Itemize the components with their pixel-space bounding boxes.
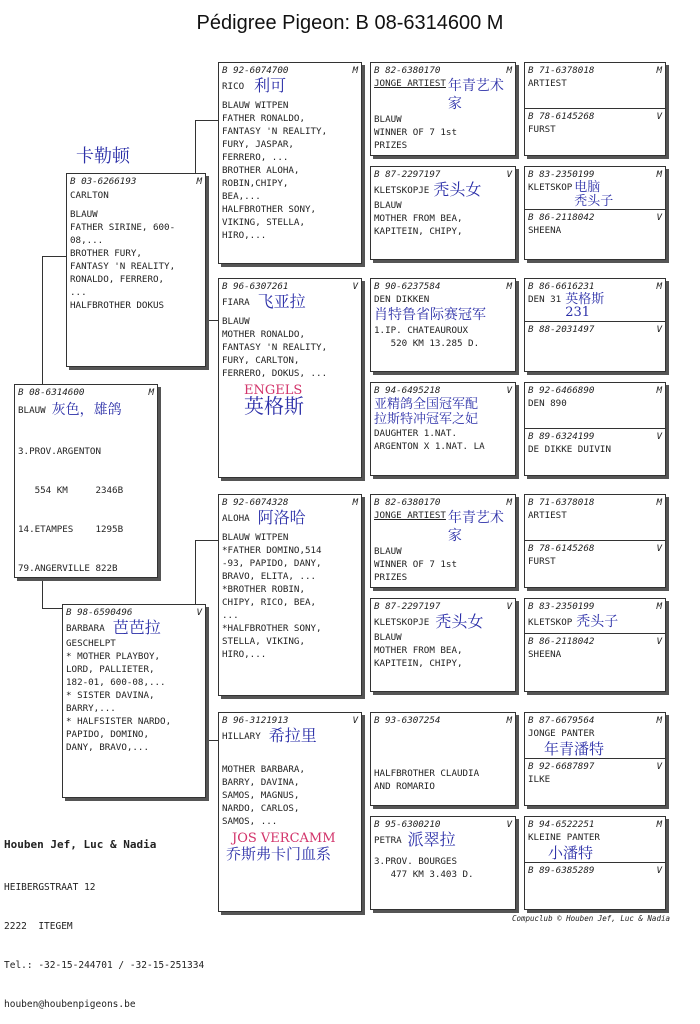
ring-code: B 98-6590496 [66,607,133,618]
grandparent-card [218,62,362,264]
pigeon-name: KLETSKOP [528,182,573,193]
sex-code: V [656,111,662,122]
pigeon-name: JONGE ARTIEST [374,510,446,521]
sex-code: M [352,65,358,76]
software-credit: Compuclub © Houben Jef, Luc & Nadia [511,914,670,923]
pigeon-name: ARTIEST [528,78,567,89]
sex-code: M [656,601,662,612]
ring-number [374,496,512,509]
pigeon-name: DE DIKKE DUIVIN [528,444,611,455]
ring-number [374,64,512,77]
handwritten-note: 电脑 秃头子 [574,180,614,209]
ring-number [528,64,662,77]
ring-code: B 96-6307261 [222,281,289,292]
pigeon-name: SHEENA [528,649,562,660]
pigeon-notes: MOTHER BARBARA, BARRY, DAVINA, SAMOS, MAGNUS, NARDO, CARLOS, SAMOS, ... [222,764,305,827]
pigeon-name: JONGE PANTER [528,728,595,739]
pigeon-name: PETRA [374,834,402,846]
pigeon-name: DEN 890 [528,398,567,409]
ring-number [70,175,202,188]
ring-code: B 78-6145268 [528,111,595,122]
pigeon-notes: BLAUW WITPEN FATHER RONALDO, FANTASY 'N REALITY, FURY, JASPAR, FERRERO, ... BROTHER ALOHA, ROBIN,CHIPY, BEA,... HALFBROTHER SONY, VIKING, STELLA, HIRO,... [222,100,328,241]
ring-number [222,64,358,77]
sex-code: M [506,65,512,76]
great-grandparent-card [370,166,516,260]
handwritten-note: 年青艺术家 [447,78,504,112]
results-list [18,419,154,578]
ring-code: B 03-6266193 [70,176,137,187]
ring-number [528,110,662,123]
sex-code: M [656,385,662,396]
connector-line [195,540,219,541]
ring-code: B 78-6145268 [528,543,595,554]
handwritten-note: 年青潘特 [544,740,605,758]
ring-number [374,714,512,727]
pigeon-name: ILKE [528,774,551,785]
ring-number [528,542,662,555]
ring-code: B 87-2297197 [374,601,441,612]
handwritten-note: 利可 [254,76,287,95]
breeder-address: HEIBERGSTRAAT 12 [4,882,96,893]
pigeon-name: SHEENA [528,225,562,236]
ancestor-pair-card [524,382,666,476]
ancestor-pair-card [524,278,666,372]
sex-code: V [656,543,662,554]
pigeon-notes: HALFBROTHER CLAUDIA AND ROMARIO [374,768,480,792]
breeder-city: 2222 ITEGEM [4,921,73,932]
ring-code: B 83-2350199 [528,169,595,180]
handwritten-note: 年青艺术家 [447,510,504,544]
ring-number [374,384,512,397]
pigeon-notes: GESCHELPT * MOTHER PLAYBOY, LORD, PALLIETER, 182-01, 600-08,... * SISTER DAVINA, BARRY,... * HALFSISTER NARDO, PAPIDO, DOMINO, DANY, BRAVO,... [66,638,172,753]
connector-line [42,256,43,384]
handwritten-note: JOS VERCAMM [232,831,336,846]
pigeon-name: CARLTON [70,190,109,201]
great-grandparent-card [370,598,516,692]
ring-code: B 86-2118042 [528,212,595,223]
breeder-email[interactable]: houben@houbenpigeons.be [4,999,136,1010]
ring-code: B 87-6679564 [528,715,595,726]
ring-code: B 71-6378018 [528,65,595,76]
ring-code: B 89-6385289 [528,865,595,876]
pigeon-name: HILLARY [222,730,261,742]
ring-number [374,280,512,293]
pigeon-notes: BLAUW MOTHER FROM BEA, KAPITEIN, CHIPY, [374,632,463,669]
root-pigeon-card [14,384,158,578]
pigeon-notes: 1.IP. CHATEAUROUX 520 KM 13.285 D. [374,325,480,349]
handwritten-note: 希拉里 [268,726,317,745]
pigeon-name: FURST [528,556,556,567]
sex-code: M [352,497,358,508]
handwritten-note: 乔斯弗卡门血系 [226,845,332,863]
handwritten-note: 卡勒顿 [76,146,130,167]
pigeon-name: ALOHA [222,512,250,524]
great-grandparent-card [370,712,516,806]
result-line: 554 KM 2346B [18,485,124,496]
handwritten-note: 肖特鲁省际赛冠军 [374,307,486,323]
ring-number [528,430,662,443]
great-grandparent-card [370,816,516,910]
pigeon-notes: BLAUW MOTHER RONALDO, FANTASY 'N REALITY, FURY, CARLTON, FERRERO, DOKUS, ... [222,316,328,379]
great-grandparent-card [370,278,516,372]
ring-number [528,760,662,773]
ring-code: B 71-6378018 [528,497,595,508]
grandparent-card [218,278,362,478]
sex-code: V [352,715,358,726]
sex-code: M [506,281,512,292]
pigeon-name: KLEINE PANTER [528,832,600,843]
sex-code: M [196,176,202,187]
ring-code: B 89-6324199 [528,431,595,442]
ring-code: B 08-6314600 [18,387,85,398]
ring-code: B 94-6495218 [374,385,441,396]
ring-code: B 92-6687897 [528,761,595,772]
ancestor-pair-card [524,598,666,692]
ring-code: B 94-6522251 [528,819,595,830]
breeder-phone: Tel.: -32-15-244701 / -32-15-251334 [4,960,205,971]
handwritten-note: ENGELS [244,383,303,398]
sex-code: V [656,636,662,647]
pigeon-name: ARTIEST [528,510,567,521]
handwritten-note: 秃头女 [433,180,482,199]
pigeon-name: DEN DIKKEN [374,294,430,305]
connector-line [42,578,43,608]
handwritten-note: 英格斯 [244,394,304,418]
sex-code: V [506,385,512,396]
pigeon-name: DEN 31 [528,294,562,305]
sex-code: M [656,497,662,508]
ancestor-pair-card [524,494,666,588]
pigeon-notes: 3.PROV. BOURGES 477 KM 3.403 D. [374,856,474,880]
sex-code: V [506,169,512,180]
sex-code: V [656,324,662,335]
sex-code: M [506,715,512,726]
pigeon-notes: DAUGHTER 1.NAT. ARGENTON X 1.NAT. LA [374,428,485,452]
sex-code: V [352,281,358,292]
sex-code: M [656,65,662,76]
page-title: Pédigree Pigeon: B 08-6314600 M [196,12,504,34]
mother-card [62,604,206,798]
sex-code: V [196,607,202,618]
sex-code: M [656,819,662,830]
grandparent-card [218,712,362,912]
ring-number [528,384,662,397]
handwritten-note: 芭芭拉 [112,618,161,637]
ancestor-pair-card [524,166,666,260]
sex-code: M [506,497,512,508]
pigeon-name: JONGE ARTIEST [374,78,446,89]
ancestor-pair-card [524,62,666,156]
connector-line [42,256,66,257]
sex-code: V [656,212,662,223]
sex-code: V [506,601,512,612]
ring-code: B 88-2031497 [528,324,595,335]
sex-code: V [656,431,662,442]
ring-code: B 82-6380170 [374,65,441,76]
great-grandparent-card [370,494,516,588]
pigeon-name: KLETSKOP [528,616,573,628]
great-grandparent-card [370,382,516,476]
result-line: 3.PROV.ARGENTON [18,446,101,457]
ring-number [18,386,154,399]
handwritten-note: 阿洛哈 [257,508,306,527]
handwritten-note: 小潘特 [548,844,594,862]
pigeon-name: KLETSKOPJE [374,184,430,196]
ring-code: B 92-6074700 [222,65,289,76]
sex-code: M [656,169,662,180]
sex-code: M [656,281,662,292]
handwritten-note: 秃头子 [576,614,619,630]
pigeon-notes: BLAUW FATHER SIRINE, 600- 08,... BROTHER FURY, FANTASY 'N REALITY, RONALDO, FERRERO, ... HALFBROTHER DOKUS [70,209,176,311]
breeder-contact [4,855,204,1024]
result-line: 14.ETAMPES 1295B [18,524,124,535]
sex-code: M [656,715,662,726]
father-card [66,173,206,367]
sex-code: V [656,865,662,876]
ancestor-pair-card [524,712,666,806]
ring-number [528,211,662,224]
connector-line [195,120,219,121]
ring-code: B 92-6074328 [222,497,289,508]
handwritten-note: 灰色，雄鸽 [51,402,122,418]
ring-code: B 90-6237584 [374,281,441,292]
sex-code: V [506,819,512,830]
pigeon-name: BARBARA [66,622,105,634]
ring-code: B 95-6300210 [374,819,441,830]
ring-code: B 87-2297197 [374,169,441,180]
ring-code: B 86-2118042 [528,636,595,647]
handwritten-note: 英格斯 231 [565,292,605,320]
ring-number [528,864,662,877]
pigeon-notes: BLAUW WINNER OF 7 1st PRIZES [374,546,457,583]
handwritten-note: 亚精鸽全国冠军配 拉斯特冲冠军之妃 [374,397,479,427]
ring-code: B 96-3121913 [222,715,289,726]
ring-code: B 82-6380170 [374,497,441,508]
ring-number [528,714,662,727]
result-line: 79.ANGERVILLE 822B [18,563,118,574]
handwritten-note: 派翠拉 [407,830,456,849]
ring-number [528,496,662,509]
pigeon-name: KLETSKOPJE [374,616,430,628]
ring-number [528,635,662,648]
pigeon-name: FIARA [222,296,250,308]
pigeon-name: RICO [222,80,245,92]
ring-code: B 86-6616231 [528,281,595,292]
ring-code: B 83-2350199 [528,601,595,612]
color-label: BLAUW [18,404,46,416]
pigeon-notes: BLAUW WINNER OF 7 1st PRIZES [374,114,457,151]
sex-code: V [656,761,662,772]
pigeon-name: FURST [528,124,556,135]
breeder-name: Houben Jef, Luc & Nadia [4,838,157,851]
pigeon-notes: BLAUW WITPEN *FATHER DOMINO,514 -93, PAPIDO, DANY, BRAVO, ELITA, ... *BROTHER ROBIN, CHIPY, RICO, BEA, ... *HALFBROTHER SONY, STELLA, VIKING, HIRO,... [222,532,322,660]
ring-number [528,600,662,613]
great-grandparent-card [370,62,516,156]
ring-number [528,818,662,831]
grandparent-card [218,494,362,696]
handwritten-note: 秃头女 [435,612,484,631]
ring-code: B 93-6307254 [374,715,441,726]
handwritten-note: 飞亚拉 [257,292,306,311]
ring-number [528,323,662,336]
ring-code: B 92-6466890 [528,385,595,396]
sex-code: M [148,387,154,398]
pigeon-notes: BLAUW MOTHER FROM BEA, KAPITEIN, CHIPY, [374,200,463,237]
ancestor-pair-card [524,816,666,910]
